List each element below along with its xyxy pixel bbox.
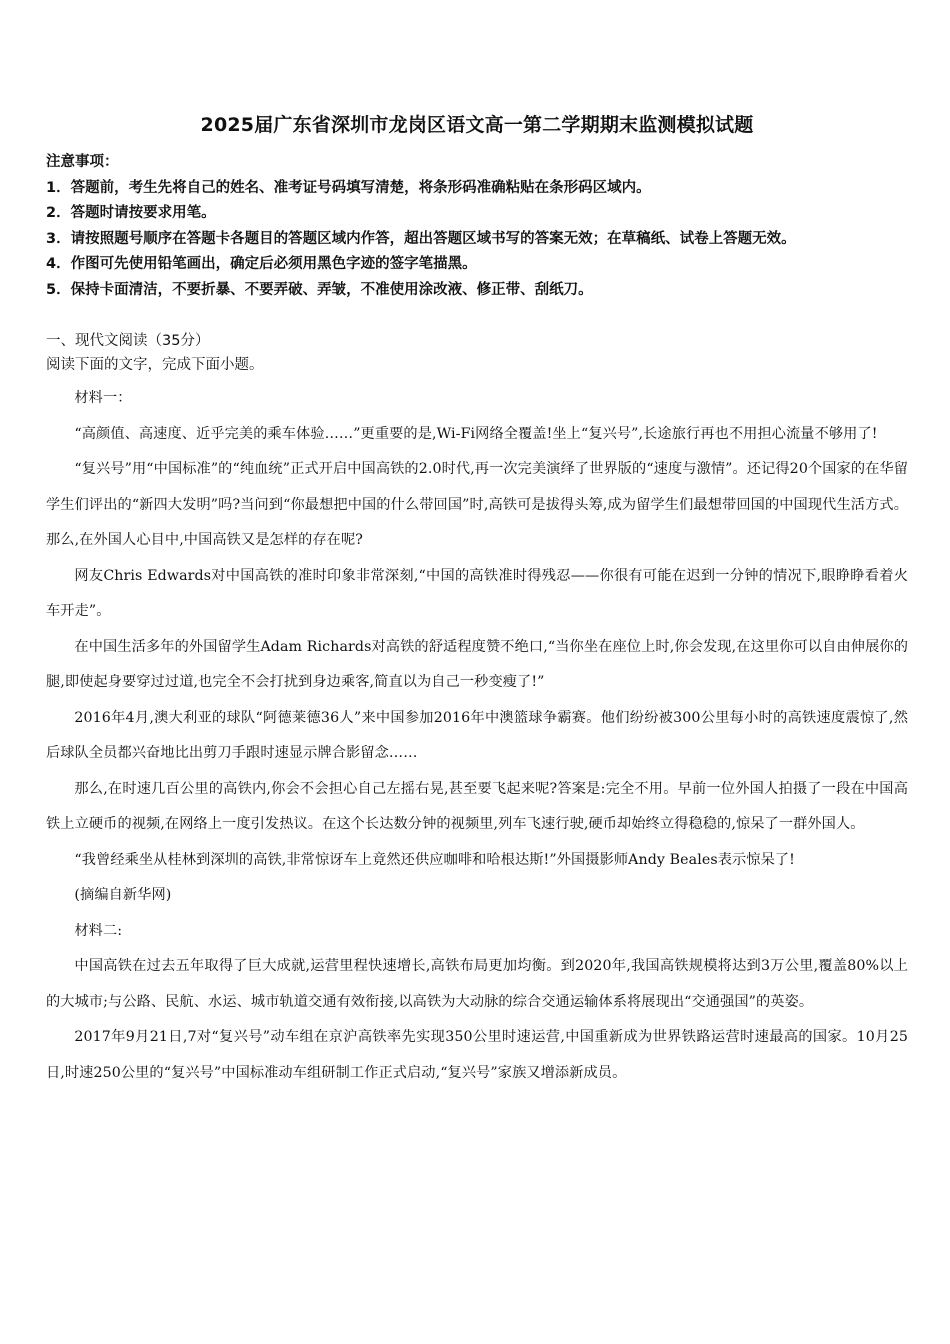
paragraph: “我曾经乘坐从桂林到深圳的高铁,非常惊讶车上竟然还供应咖啡和哈根达斯!”外国摄影师Andy Beales表示惊呆了! <box>74 851 795 868</box>
paragraph: 在中国生活多年的外国留学生Adam Richards对高铁的舒适程度赞不绝口,“当你坐在座位上时,你会发现,在这里你可以自由伸展你的腿,即使起身要穿过过道,也完全不会打扰到身边乘客,简直以为自己一秒变瘦了!” <box>46 638 908 690</box>
source-note: (摘编自新华网) <box>74 887 172 903</box>
notice-item-1: 1．答题前，考生先将自己的姓名、准考证号码填写清楚，将条形码准确粘贴在条形码区域内。 <box>46 179 651 196</box>
section-heading: 一、现代文阅读（35分） <box>46 333 210 349</box>
paragraph: 2017年9月21日,7对“复兴号”动车组在京沪高铁率先实现350公里时速运营,中国重新成为世界铁路运营时速最高的国家。10月25日,时速250公里的“复兴号”中国标准动车组研制工作正式启动,“复兴号”家族又增添新成员。 <box>46 1029 908 1081</box>
section-instruction: 阅读下面的文字，完成下面小题。 <box>46 357 264 373</box>
material-one-label: 材料一： <box>74 390 132 406</box>
notice-item-5: 5．保持卡面清洁，不要折暴、不要弄破、弄皱，不准使用涂改液、修正带、刮纸刀。 <box>46 281 593 298</box>
notice-item-4: 4．作图可先使用铅笔画出，确定后必须用黑色字迹的签字笔描黑。 <box>46 256 477 272</box>
paragraph: “高颜值、高速度、近乎完美的乘车体验……”更重要的是,Wi-Fi网络全覆盖!坐上“复兴号”,长途旅行再也不用担心流量不够用了! <box>74 425 878 442</box>
material-two-label: 材料二: <box>74 922 123 939</box>
notice-block <box>46 150 908 303</box>
notice-item-3: 3．请按照题号顺序在答题卡各题目的答题区域内作答，超出答题区域书写的答案无效；在草稿纸、试卷上答题无效。 <box>46 230 796 247</box>
notice-heading: 注意事项： <box>46 154 119 170</box>
reading-section <box>46 329 908 1091</box>
exam-title: 2025届广东省深圳市龙岗区语文高一第二学期期末监测模拟试题 <box>200 114 754 136</box>
exam-page <box>46 110 908 1091</box>
paragraph: 那么,在时速几百公里的高铁内,你会不会担心自己左摇右晃,甚至要飞起来呢?答案是:完全不用。早前一位外国人拍摄了一段在中国高铁上立硬币的视频,在网络上一度引发热议。在这个长达数分钟的视频里,列车飞速行驶,硬币却始终立得稳稳的,惊呆了一群外国人。 <box>46 780 908 832</box>
paragraph: “复兴号”用“中国标准”的“纯血统”正式开启中国高铁的2.0时代,再一次完美演绎了世界版的“速度与激情”。还记得20个国家的在华留学生们评出的“新四大发明”吗?当问到“你最想把中国的什么带回国”时,高铁可是拔得头筹,成为留学生们最想带回国的中国现代生活方式。那么,在外国人心目中,中国高铁又是怎样的存在呢? <box>46 461 908 548</box>
paragraph: 中国高铁在过去五年取得了巨大成就,运营里程快速增长,高铁布局更加均衡。到2020年,我国高铁规模将达到3万公里,覆盖80%以上的大城市;与公路、民航、水运、城市轨道交通有效衔接,以高铁为大动脉的综合交通运输体系将展现出“交通强国”的英姿。 <box>46 958 908 1010</box>
paragraph: 网友Chris Edwards对中国高铁的准时印象非常深刻,“中国的高铁准时得残忍——你很有可能在迟到一分钟的情况下,眼睁睁看着火车开走”。 <box>46 567 908 619</box>
notice-item-2: 2．答题时请按要求用笔。 <box>46 205 216 221</box>
paragraph: 2016年4月,澳大利亚的球队“阿德莱德36人”来中国参加2016年中澳篮球争霸赛。他们纷纷被300公里每小时的高铁速度震惊了,然后球队全员都兴奋地比出剪刀手跟时速显示牌合影留念…… <box>46 709 908 761</box>
